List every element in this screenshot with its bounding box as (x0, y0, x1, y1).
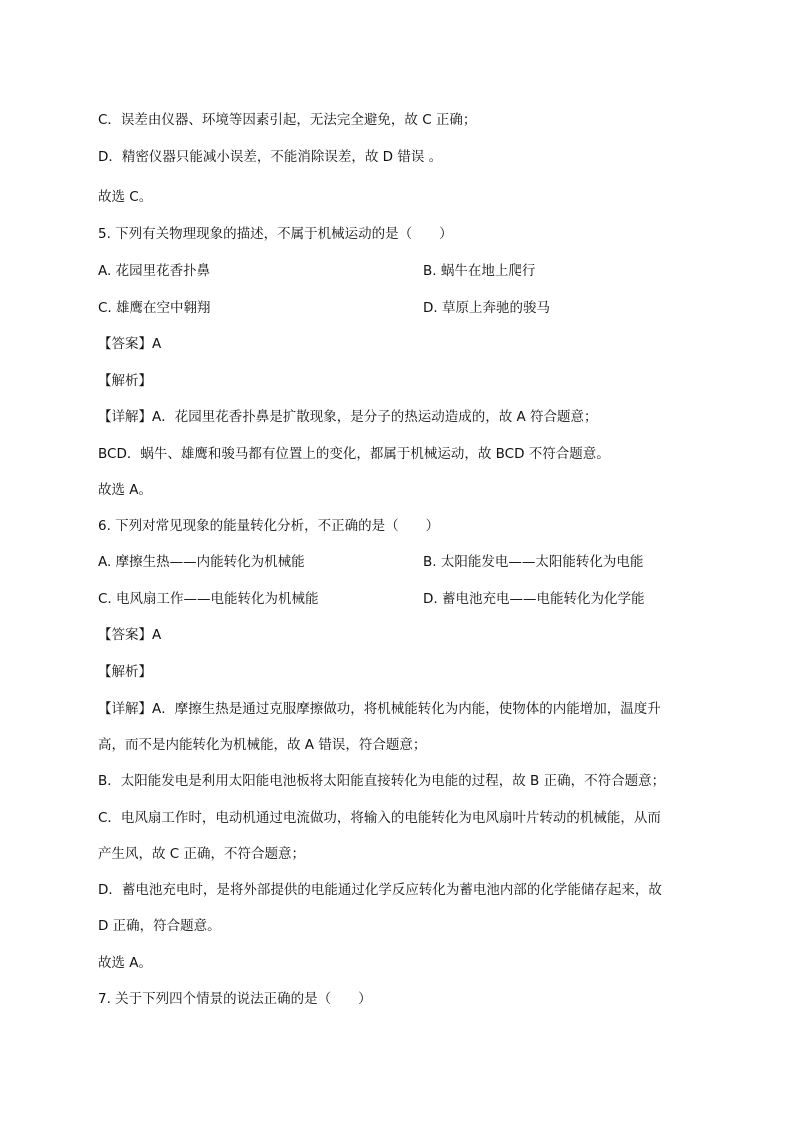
q5-stem: 5. 下列有关物理现象的描述，不属于机械运动的是（ ） (98, 226, 453, 242)
q6-option-d: D. 蓄电池充电——电能转化为化学能 (423, 591, 645, 607)
q7-stem: 7. 关于下列四个情景的说法正确的是（ ） (98, 991, 372, 1007)
q6-detail-line: 【详解】A．摩擦生热是通过克服摩擦做功，将机械能转化为内能，使物体的内能增加，温度升 (98, 701, 661, 717)
q5-final-choice: 故选 A。 (98, 482, 153, 498)
q6-analysis-heading: 【解析】 (98, 664, 152, 680)
q6-detail-line: 高，而不是内能转化为机械能，故 A 错误，符合题意； (98, 737, 427, 753)
q6-answer: 【答案】A (98, 627, 162, 643)
q5-option-b: B. 蜗牛在地上爬行 (423, 263, 536, 279)
q6-option-c: C. 电风扇工作——电能转化为机械能 (98, 591, 319, 607)
q6-detail-line: D 正确，符合题意。 (98, 918, 221, 934)
q4-option-c-explanation: C．误差由仪器、环境等因素引起，无法完全避免，故 C 正确； (98, 112, 477, 128)
q5-option-d: D. 草原上奔驰的骏马 (423, 300, 550, 316)
q6-final-choice: 故选 A。 (98, 955, 153, 971)
q5-answer: 【答案】A (98, 336, 162, 352)
q6-stem: 6. 下列对常见现象的能量转化分析，不正确的是（ ） (98, 518, 440, 534)
q4-final-choice: 故选 C。 (98, 189, 153, 205)
q6-detail-line: B．太阳能发电是利用太阳能电池板将太阳能直接转化为电能的过程，故 B 正确，不符合题意； (98, 773, 666, 789)
q5-detail-line: 【详解】A．花园里花香扑鼻是扩散现象，是分子的热运动造成的，故 A 符合题意； (98, 409, 598, 425)
q6-option-b: B. 太阳能发电——太阳能转化为电能 (423, 554, 644, 570)
q6-detail-line: D．蓄电池充电时，是将外部提供的电能通过化学反应转化为蓄电池内部的化学能储存起来，故 (98, 882, 662, 898)
q5-option-a: A. 花园里花香扑鼻 (98, 263, 211, 279)
q5-option-c: C. 雄鹰在空中翱翔 (98, 300, 211, 316)
q6-detail-line: C．电风扇工作时，电动机通过电流做功，将输入的电能转化为电风扇叶片转动的机械能，从而 (98, 810, 661, 826)
q5-analysis-heading: 【解析】 (98, 373, 152, 389)
q5-detail-line: BCD．蜗牛、雄鹰和骏马都有位置上的变化，都属于机械运动，故 BCD 不符合题意。 (98, 446, 610, 462)
q6-detail-line: 产生风，故 C 正确，不符合题意； (98, 846, 306, 862)
q4-option-d-explanation: D．精密仪器只能减小误差，不能消除误差，故 D 错误 。 (98, 149, 443, 165)
q6-option-a: A. 摩擦生热——内能转化为机械能 (98, 554, 305, 570)
